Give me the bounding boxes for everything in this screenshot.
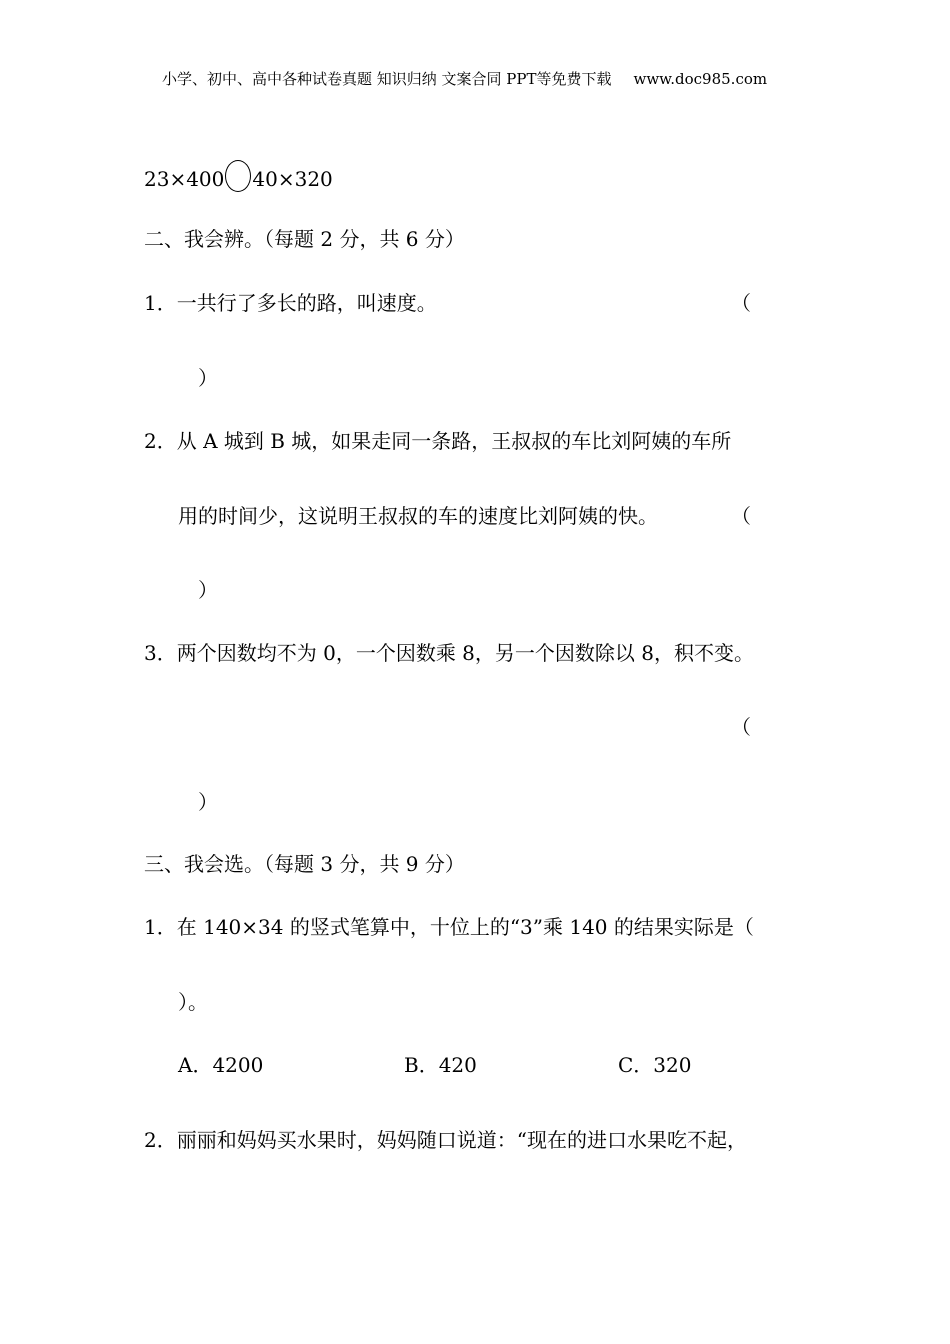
question-number: 3． <box>144 641 177 665</box>
comparison-left: 23×400 <box>144 167 225 191</box>
section2-q2-line1 <box>144 427 731 455</box>
section3-q1-line2: ）。 <box>178 990 208 1014</box>
answer-paren-open: （ <box>731 504 751 528</box>
question-number: 1． <box>144 915 177 939</box>
choice-c[interactable]: C．320 <box>618 1053 692 1077</box>
question-text: 从 A 城到 B 城，如果走同一条路，王叔叔的车比刘阿姨的车所 <box>176 429 732 453</box>
comparison-right: 40×320 <box>252 167 333 191</box>
choice-b[interactable]: B．420 <box>404 1053 477 1077</box>
answer-paren-close: ） <box>198 578 218 602</box>
section2-q1 <box>144 289 437 317</box>
section3-q1-line1 <box>144 913 754 941</box>
choice-a[interactable]: A．4200 <box>178 1053 264 1077</box>
answer-paren-open: （ <box>731 291 751 315</box>
answer-paren-close: ） <box>198 790 218 814</box>
comparison-question <box>144 160 333 193</box>
section3-q2-line1 <box>144 1126 747 1154</box>
page-header <box>162 68 767 89</box>
question-text: 两个因数均不为 0，一个因数乘 8，另一个因数除以 8，积不变。 <box>176 641 754 665</box>
question-text: 一共行了多长的路，叫速度。 <box>176 291 437 315</box>
question-text: 在 140×34 的竖式笔算中，十位上的“3”乘 140 的结果实际是（ <box>176 915 754 939</box>
question-text: 丽丽和妈妈买水果时，妈妈随口说道：“现在的进口水果吃不起， <box>176 1128 747 1152</box>
section2-q3 <box>144 639 754 667</box>
question-number: 1． <box>144 291 177 315</box>
answer-paren-close: ） <box>198 366 218 390</box>
comparison-circle-blank[interactable] <box>225 160 251 192</box>
answer-paren-open: （ <box>731 715 751 739</box>
section3-title: 三、我会选。（每题 3 分，共 9 分） <box>144 852 465 876</box>
header-url[interactable]: www.doc985.com <box>633 70 768 88</box>
section2-q2-line2: 用的时间少，这说明王叔叔的车的速度比刘阿姨的快。 <box>178 504 658 528</box>
question-number: 2． <box>144 429 177 453</box>
section2-title: 二、我会辨。（每题 2 分，共 6 分） <box>144 227 465 251</box>
header-text: 小学、初中、高中各种试卷真题 知识归纳 文案合同 PPT等免费下载 <box>162 70 612 88</box>
question-number: 2． <box>144 1128 177 1152</box>
